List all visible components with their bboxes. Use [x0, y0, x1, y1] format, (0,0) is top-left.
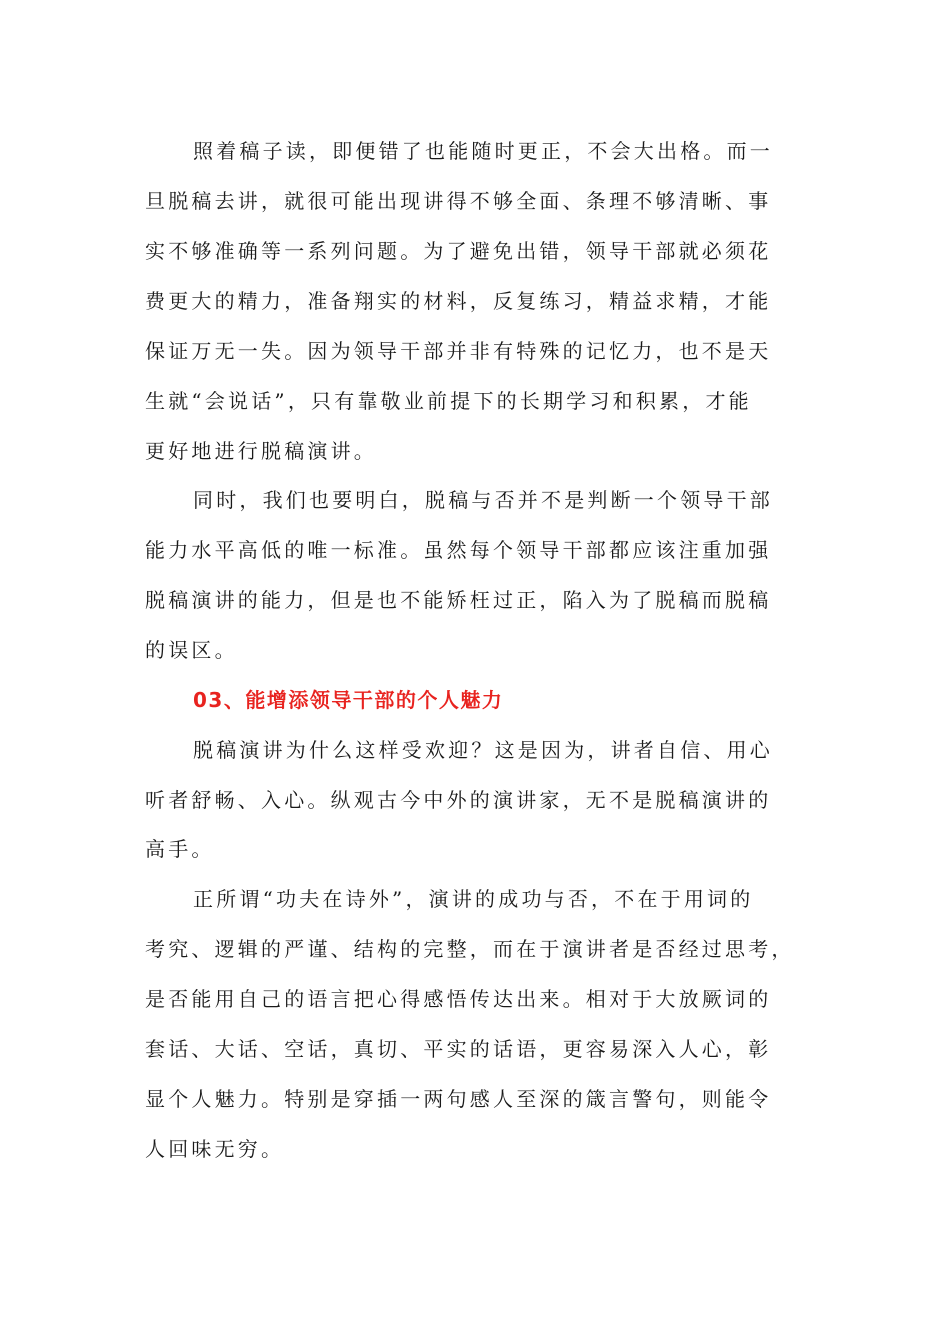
- paragraph-line: 实不够准确等一系列问题。为了避免出错，领导干部就必须花: [145, 239, 772, 263]
- paragraph-line: 正所谓“功夫在诗外”，演讲的成功与否，不在于用词的: [193, 887, 754, 911]
- paragraph-line: 同时，我们也要明白，脱稿与否并不是判断一个领导干部: [193, 488, 773, 512]
- paragraph-line: 人回味无穷。: [145, 1137, 285, 1161]
- section-heading: 03、能增添领导干部的个人魅力: [193, 688, 504, 712]
- paragraph-line: 听者舒畅、入心。纵观古今中外的演讲家，无不是脱稿演讲的: [145, 788, 772, 812]
- paragraph-line: 旦脱稿去讲，就很可能出现讲得不够全面、条理不够清晰、事: [145, 189, 772, 213]
- paragraph-line: 生就“会说话”，只有靠敬业前提下的长期学习和积累，才能: [145, 389, 752, 413]
- paragraph-line: 更好地进行脱稿演讲。: [145, 439, 377, 463]
- paragraph-line: 费更大的精力，准备翔实的材料，反复练习，精益求精，才能: [145, 289, 772, 313]
- paragraph-line: 脱稿演讲的能力，但是也不能矫枉过正，陷入为了脱稿而脱稿: [145, 588, 772, 612]
- paragraph-line: 考究、逻辑的严谨、结构的完整，而在于演讲者是否经过思考，: [145, 937, 795, 961]
- paragraph-line: 保证万无一失。因为领导干部并非有特殊的记忆力，也不是天: [145, 339, 772, 363]
- paragraph-line: 能力水平高低的唯一标准。虽然每个领导干部都应该注重加强: [145, 538, 772, 562]
- paragraph-line: 套话、大话、空话，真切、平实的话语，更容易深入人心，彰: [145, 1037, 772, 1061]
- paragraph-line: 高手。: [145, 837, 215, 861]
- paragraph-line: 照着稿子读，即便错了也能随时更正，不会大出格。而一: [193, 139, 773, 163]
- paragraph-line: 显个人魅力。特别是穿插一两句感人至深的箴言警句，则能令: [145, 1087, 772, 1111]
- paragraph-line: 是否能用自己的语言把心得感悟传达出来。相对于大放厥词的: [145, 987, 772, 1011]
- paragraph-line: 的误区。: [145, 638, 238, 662]
- paragraph-line: 脱稿演讲为什么这样受欢迎？这是因为，讲者自信、用心: [193, 738, 773, 762]
